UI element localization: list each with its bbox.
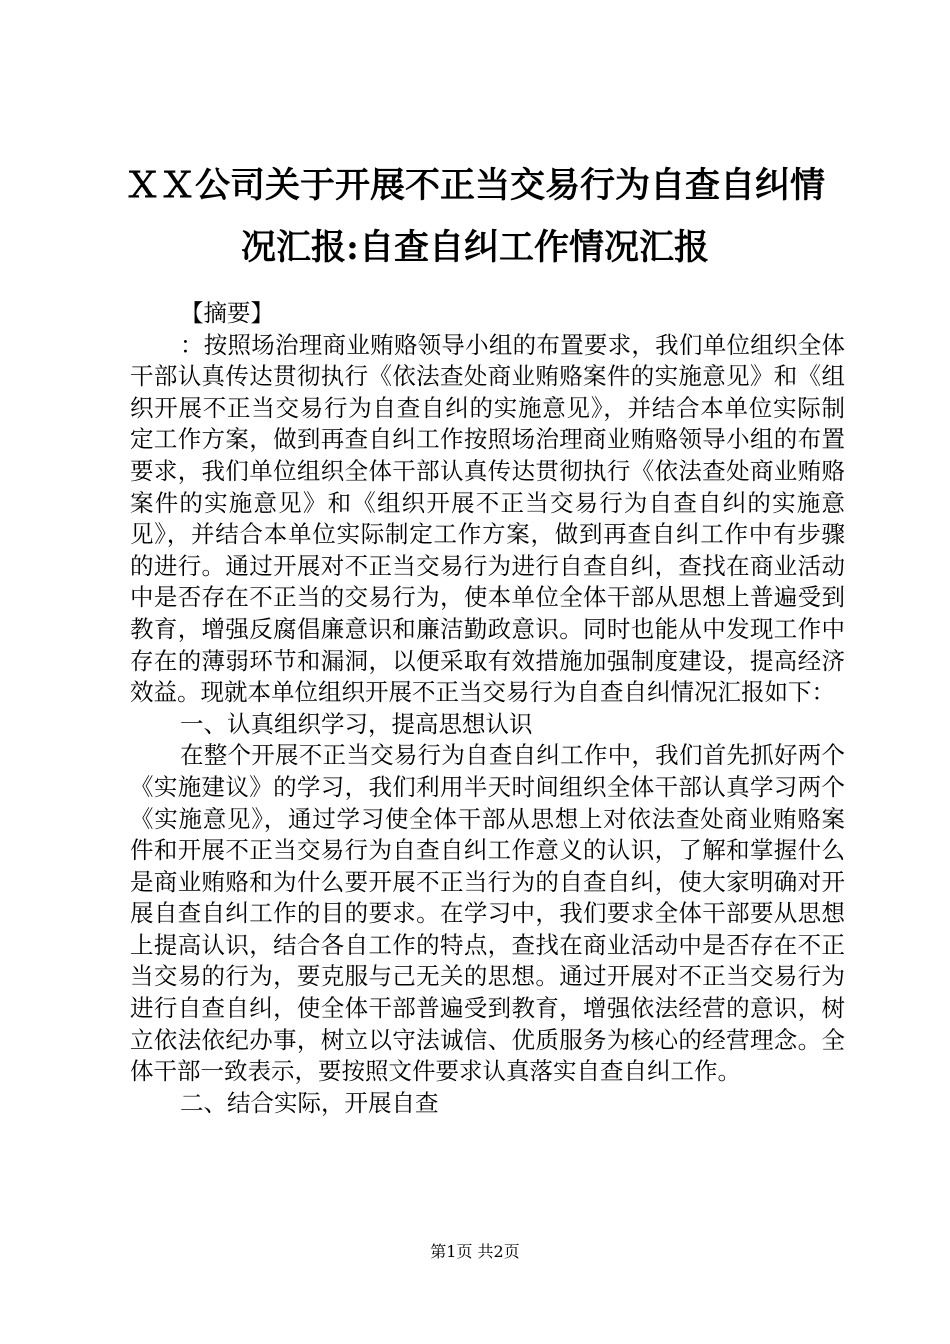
section-1-paragraph: 在整个开展不正当交易行为自查自纠工作中，我们首先抓好两个《实施建议》的学习，我们利用半天时间组织全体干部认真学习两个《实施意见》，通过学习使全体干部从思想上对依法查处商业贿赂案件和开展不正当交易行为自查自纠工作意义的认识，了解和掌握什么是商业贿赂和为什么要开展不正当行为的自查自纠，使大家明确对开展自查自纠工作的目的要求。在学习中，我们要求全体干部要从思想上提高认识，结合各自工作的特点，查找在商业活动中是否存在不正当交易的行为，要克服与己无关的思想。通过开展对不正当交易行为进行自查自纠，使全体干部普遍受到教育，增强依法经营的意识，树立依法依纪办事，树立以守法诚信、优质服务为核心的经营理念。全体干部一致表示，要按照文件要求认真落实自查自纠工作。 <box>130 741 845 1086</box>
document-body <box>130 298 845 1119</box>
abstract-paragraph: ：按照场治理商业贿赂领导小组的布置要求，我们单位组织全体干部认真传达贯彻执行《依法查处商业贿赂案件的实施意见》和《组织开展不正当交易行为自查自纠的实施意见》，并结合本单位实际制定工作方案，做到再查自纠工作按照场治理商业贿赂领导小组的布置要求，我们单位组织全体干部认真传达贯彻执行《依法查处商业贿赂案件的实施意见》和《组织开展不正当交易行为自查自纠的实施意见》，并结合本单位实际制定工作方案，做到再查自纠工作中有步骤的进行。通过开展对不正当交易行为进行自查自纠，查找在商业活动中是否存在不正当的交易行为，使本单位全体干部从思想上普遍受到教育，增强反腐倡廉意识和廉洁勤政意识。同时也能从中发现工作中存在的薄弱环节和漏洞，以便采取有效措施加强制度建设，提高经济效益。现就本单位组织开展不正当交易行为自查自纠情况汇报如下： <box>130 330 845 707</box>
section-heading-2: 二、结合实际，开展自查 <box>180 1088 439 1117</box>
section-heading-1: 一、认真组织学习，提高思想认识 <box>180 709 533 738</box>
page-indicator: 第1页 共2页 <box>430 1242 520 1261</box>
document-title-line-2: 况汇报:自查自纠工作情况汇报 <box>241 227 709 268</box>
abstract-label: 【摘要】 <box>180 299 274 327</box>
document-title-line-1: ＸＸ公司关于开展不正当交易行为自查自纠情 <box>124 165 825 206</box>
